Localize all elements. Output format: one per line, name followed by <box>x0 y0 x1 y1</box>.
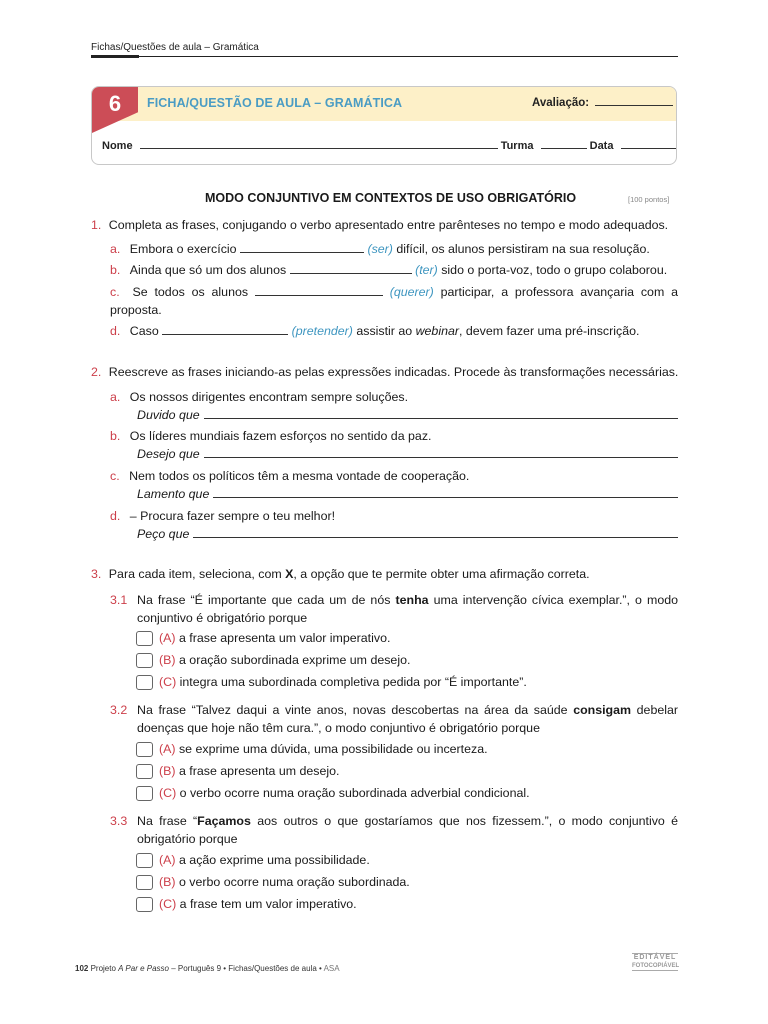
q3-3-option-b[interactable]: (B) o verbo ocorre numa oração subordinada. <box>136 873 410 891</box>
q1-item-c: c. Se todos os alunos (querer) participar, a professora avançaria com a proposta. <box>110 285 678 317</box>
question-number: 2. <box>91 365 102 379</box>
q3-2-option-a[interactable]: (A) se exprime uma dúvida, uma possibilidade ou incerteza. <box>136 740 488 758</box>
checkbox[interactable] <box>136 764 153 779</box>
checkbox[interactable] <box>136 675 153 690</box>
q3-1-option-b[interactable]: (B) a oração subordinada exprime um desejo. <box>136 651 410 669</box>
q3-2: 3.2 Na frase “Talvez daqui a vinte anos, novas descobertas na área da saúde consigam debelar doenças que hoje não têm cura.”, o modo conjuntivo é obrigatório porque <box>110 703 678 735</box>
checkbox[interactable] <box>136 897 153 912</box>
header-rule <box>91 56 678 57</box>
q3-1: 3.1 Na frase “É importante que cada um de nós tenha uma intervenção cívica exemplar.”, o modo conjuntivo é obrigatório porque <box>110 593 678 625</box>
evaluation-label: Avaliação: <box>532 97 590 109</box>
checkbox[interactable] <box>136 875 153 890</box>
q3-3-option-c[interactable]: (C) a frase tem um valor imperativo. <box>136 895 357 913</box>
checkbox[interactable] <box>136 631 153 646</box>
answer-line[interactable] <box>204 406 678 419</box>
editable-photocopiable-stamp: EDITÁVEL FOTOCOPIÁVEL <box>632 954 680 969</box>
q2-item-a: a. Os nossos dirigentes encontram sempre soluções. Duvido que <box>110 388 678 424</box>
evaluation-field[interactable] <box>532 97 673 109</box>
checkbox[interactable] <box>136 786 153 801</box>
q3-2-option-c[interactable]: (C) o verbo ocorre numa oração subordinada adverbial condicional. <box>136 784 530 802</box>
answer-line[interactable] <box>213 485 678 498</box>
question-number: 3. <box>91 567 102 581</box>
answer-blank[interactable] <box>162 334 288 335</box>
q1-item-d: d. Caso (pretender) assistir ao webinar, devem fazer uma pré-inscrição. <box>110 324 640 338</box>
q2-item-d: d. – Procura fazer sempre o teu melhor! Peço que <box>110 507 678 543</box>
name-field[interactable] <box>140 148 498 149</box>
question-3: 3. Para cada item, seleciona, com X, a opção que te permite obter uma afirmação correta. <box>91 567 590 581</box>
name-label: Nome <box>102 140 133 152</box>
q3-3: 3.3 Na frase “Façamos aos outros o que gostaríamos que nos fizessem.”, o modo conjuntivo é obrigatório porque <box>110 814 678 846</box>
page-footer: 102 Projeto A Par e Passo – Português 9 • Fichas/Questões de aula • ASA <box>75 964 340 973</box>
class-field[interactable] <box>541 148 587 149</box>
q3-3-option-a[interactable]: (A) a ação exprime uma possibilidade. <box>136 851 370 869</box>
date-label: Data <box>589 140 614 152</box>
q2-item-c: c. Nem todos os políticos têm a mesma vontade de cooperação. Lamento que <box>110 467 678 503</box>
answer-blank[interactable] <box>240 252 364 253</box>
question-number: 1. <box>91 218 102 232</box>
q1-item-b: b. Ainda que só um dos alunos (ter) sido o porta-voz, todo o grupo colaborou. <box>110 263 668 277</box>
running-head: Fichas/Questões de aula – Gramática <box>91 42 259 53</box>
q3-1-option-c[interactable]: (C) integra uma subordinada completiva pedida por “É importante”. <box>136 673 527 691</box>
points-label: [100 pontos] <box>628 195 670 204</box>
checkbox[interactable] <box>136 742 153 757</box>
question-text: Reescreve as frases iniciando-as pelas expressões indicadas. Procede às transformações necessárias. <box>108 365 679 379</box>
question-1 <box>91 216 681 234</box>
answer-line[interactable] <box>193 525 678 538</box>
checkbox[interactable] <box>136 853 153 868</box>
sheet-title: FICHA/QUESTÃO DE AULA – GRAMÁTICA <box>147 96 403 110</box>
q1-item-a: a. Embora o exercício (ser) difícil, os alunos persistiram na sua resolução. <box>110 242 650 256</box>
section-title: MODO CONJUNTIVO EM CONTEXTOS DE USO OBRIGATÓRIO <box>205 191 577 205</box>
date-field[interactable] <box>621 148 677 149</box>
sheet-number: 6 <box>108 91 122 116</box>
answer-blank[interactable] <box>290 273 412 274</box>
q3-1-option-a[interactable]: (A) a frase apresenta um valor imperativo. <box>136 629 390 647</box>
class-label: Turma <box>500 140 534 152</box>
question-2 <box>91 363 681 381</box>
header-rule-accent <box>91 55 139 58</box>
answer-line[interactable] <box>204 445 678 458</box>
q3-2-option-b[interactable]: (B) a frase apresenta um desejo. <box>136 762 339 780</box>
worksheet-header-card <box>91 86 677 165</box>
student-info-row <box>102 140 677 152</box>
page-number: 102 <box>75 964 89 973</box>
question-text: Completa as frases, conjugando o verbo apresentado entre parênteses no tempo e modo adequados. <box>108 218 669 232</box>
q2-item-b: b. Os líderes mundiais fazem esforços no sentido da paz. Desejo que <box>110 427 678 463</box>
answer-blank[interactable] <box>255 295 383 296</box>
checkbox[interactable] <box>136 653 153 668</box>
